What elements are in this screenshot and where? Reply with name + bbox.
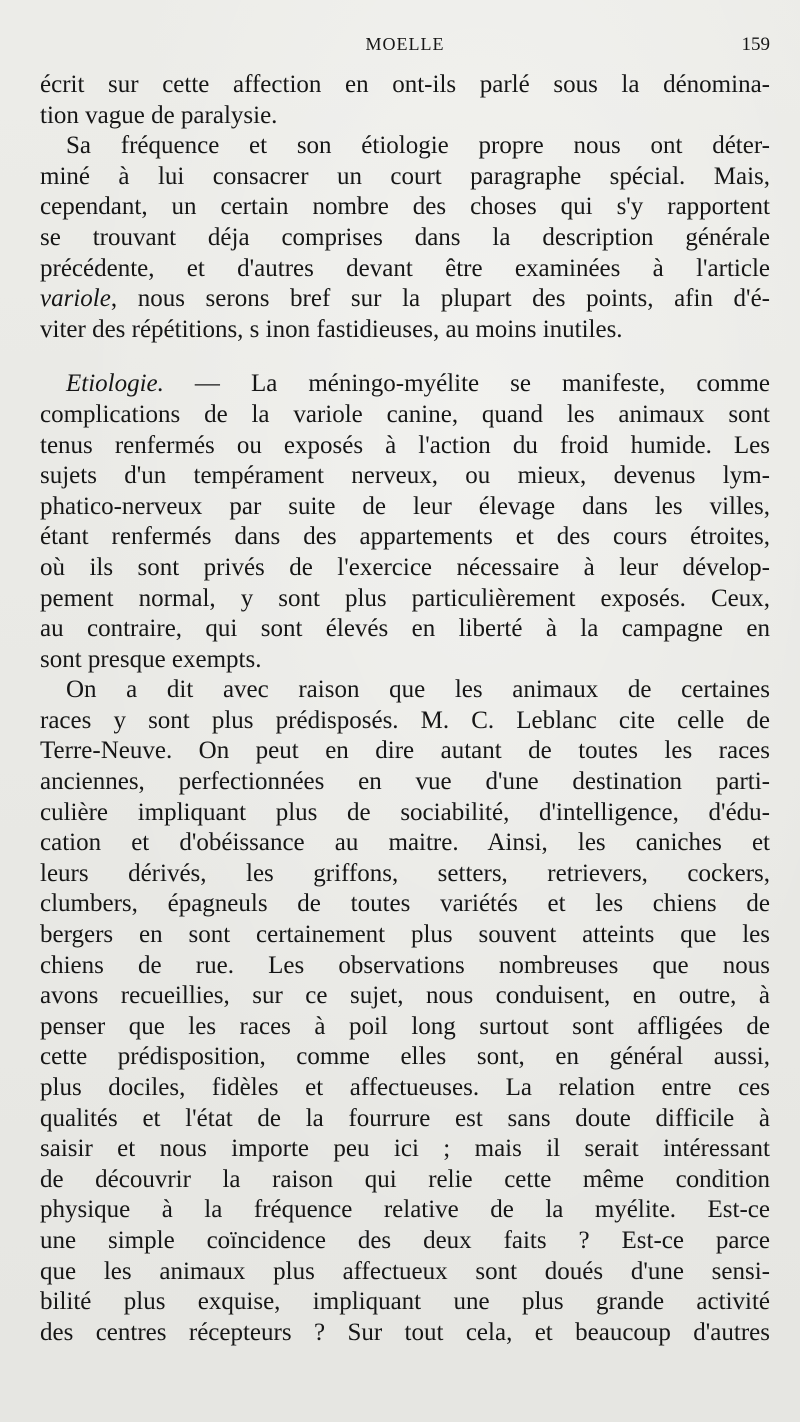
text-line: Sa fréquence et son étiologie propre nous ont déter- <box>66 132 770 160</box>
text-line: anciennes, perfectionnées en vue d'une destination parti- <box>40 768 770 796</box>
text-line: précédente, et d'autres devant être examinées à l'article <box>40 254 770 282</box>
text-line: culière impliquant plus de sociabilité, d'intelligence, d'édu- <box>40 798 770 826</box>
paragraph <box>40 131 770 345</box>
text-line: cette prédisposition, comme elles sont, en général aussi, <box>40 1043 770 1071</box>
text-line: où ils sont privés de l'exercice nécessaire à leur dévelop- <box>40 553 770 581</box>
text-line: sont presque exempts. <box>40 645 262 673</box>
text-line: bergers en sont certainement plus souvent atteints que les <box>40 921 770 949</box>
text-line: viter des répétitions, s inon fastidieuses, au moins inutiles. <box>40 315 623 343</box>
body-text <box>40 70 770 1348</box>
text-line: phatico-nerveux par suite de leur élevage dans les villes, <box>40 492 770 520</box>
text-line: tion vague de paralysie. <box>40 101 278 129</box>
text-line: avons recueillies, sur ce sujet, nous conduisent, en outre, à <box>40 982 770 1010</box>
text-line: étant renfermés dans des appartements et des cours étroites, <box>40 523 770 551</box>
text-line: On a dit avec raison que les animaux de certaines <box>66 676 770 704</box>
text-line: que les animaux plus affectueux sont doués d'une sensi- <box>40 1257 770 1285</box>
text-line: complications de la variole canine, quand les animaux sont <box>40 400 770 428</box>
page-header <box>40 30 770 60</box>
text-line: Etiologie. — La méningo-myélite se manifeste, comme <box>66 370 770 398</box>
running-head: MOELLE <box>365 34 445 54</box>
text-line: leurs dérivés, les griffons, setters, retrievers, cockers, <box>40 859 770 887</box>
text-line: races y sont plus prédisposés. M. C. Leblanc cite celle de <box>40 706 770 734</box>
paragraph <box>40 369 770 675</box>
text-line: miné à lui consacrer un court paragraphe spécial. Mais, <box>40 162 770 190</box>
paragraph <box>40 70 770 131</box>
text-line: de découvrir la raison qui relie cette même condition <box>40 1165 770 1193</box>
page-number: 159 <box>741 34 770 55</box>
text-line: écrit sur cette affection en ont-ils parlé sous la dénomina- <box>40 71 770 98</box>
text-line: qualités et l'état de la fourrure est sans doute difficile à <box>40 1104 770 1132</box>
text-line: se trouvant déja comprises dans la description générale <box>40 223 770 251</box>
paragraph <box>40 675 770 1348</box>
text-line: Terre-Neuve. On peut en dire autant de toutes les races <box>40 737 770 765</box>
text-line: variole, nous serons bref sur la plupart des points, afin d'é- <box>40 285 770 313</box>
text-line: pement normal, y sont plus particulièrement exposés. Ceux, <box>40 584 770 612</box>
text-line: tenus renfermés ou exposés à l'action du froid humide. Les <box>40 431 770 459</box>
text-line: cation et d'obéissance au maitre. Ainsi, les caniches et <box>40 829 770 857</box>
text-line: des centres récepteurs ? Sur tout cela, et beaucoup d'autres <box>40 1318 770 1346</box>
text-line: bilité plus exquise, impliquant une plus grande activité <box>40 1288 770 1316</box>
paragraph-gap <box>40 345 770 369</box>
text-line: cependant, un certain nombre des choses qui s'y rapportent <box>40 193 770 221</box>
text-line: penser que les races à poil long surtout sont affligées de <box>40 1012 770 1040</box>
text-line: physique à la fréquence relative de la myélite. Est-ce <box>40 1196 770 1224</box>
text-line: saisir et nous importe peu ici ; mais il serait intéressant <box>40 1135 770 1163</box>
text-line: chiens de rue. Les observations nombreuses que nous <box>40 951 770 979</box>
text-line: clumbers, épagneuls de toutes variétés et les chiens de <box>40 890 770 918</box>
text-line: au contraire, qui sont élevés en liberté à la campagne en <box>40 615 770 643</box>
text-line: sujets d'un tempérament nerveux, ou mieux, devenus lym- <box>40 462 770 490</box>
text-line: plus dociles, fidèles et affectueuses. La relation entre ces <box>40 1074 770 1101</box>
text-line: une simple coïncidence des deux faits ? Est-ce parce <box>40 1226 770 1254</box>
